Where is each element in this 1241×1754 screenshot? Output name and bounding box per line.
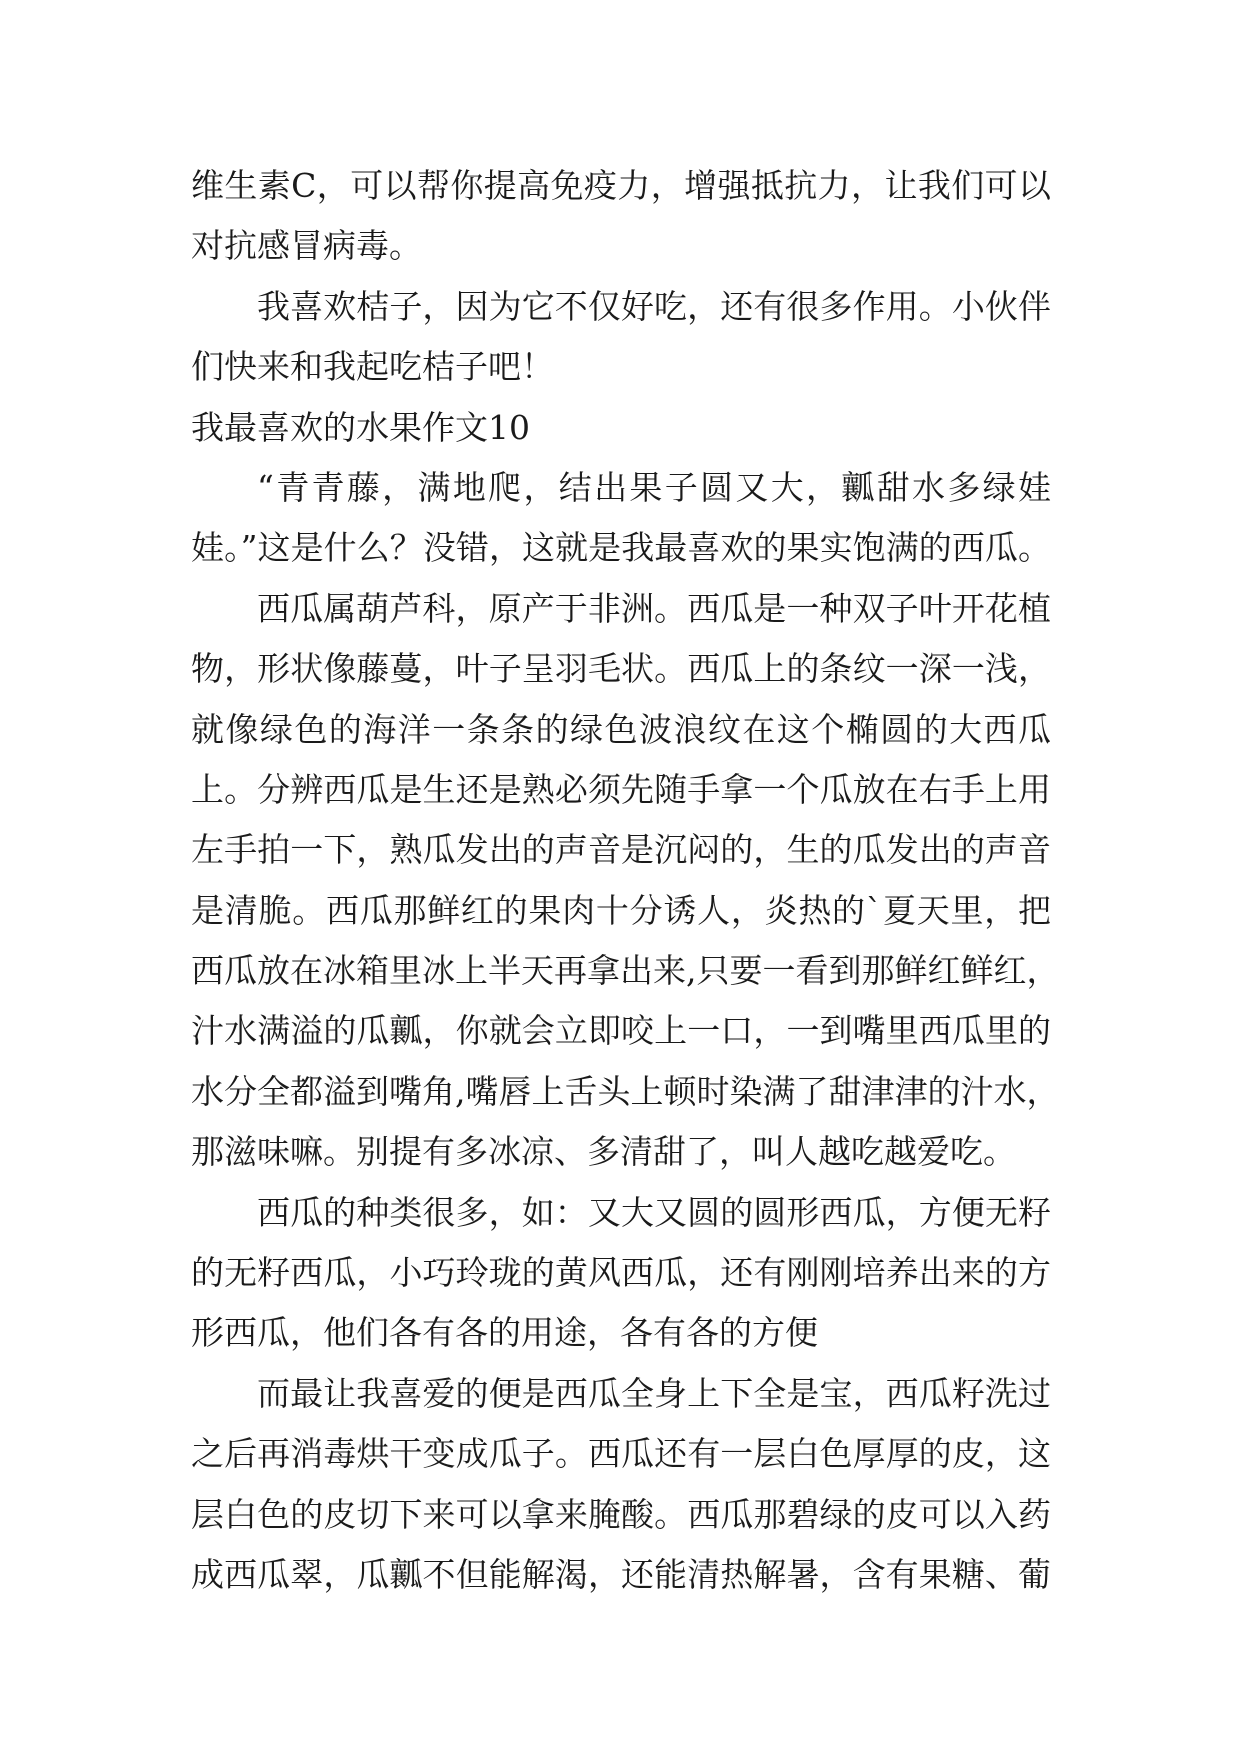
text-line: 而最让我喜爱的便是西瓜全身上下全是宝，西瓜籽洗过 bbox=[257, 1373, 1051, 1413]
text-line: 就像绿色的海洋一条条的绿色波浪纹在这个椭圆的大西瓜 bbox=[191, 709, 1051, 749]
text-line: 层白色的皮切下来可以拿来腌酸。西瓜那碧绿的皮可以入药 bbox=[191, 1494, 1051, 1534]
text-line: “青青藤，满地爬，结出果子圆又大，瓤甜水多绿娃 bbox=[257, 467, 1051, 507]
text-line: 上。分辨西瓜是生还是熟必须先随手拿一个瓜放在右手上用 bbox=[191, 769, 1051, 809]
text-line: 是清脆。西瓜那鲜红的果肉十分诱人，炎热的`夏天里，把 bbox=[191, 890, 1051, 930]
paragraph bbox=[191, 277, 1051, 398]
paragraph bbox=[191, 1364, 1051, 1606]
text-line: 左手拍一下，熟瓜发出的声音是沉闷的，生的瓜发出的声音 bbox=[191, 830, 1051, 870]
document-body bbox=[191, 156, 1060, 1605]
text-line: 西瓜属葫芦科，原产于非洲。西瓜是一种双子叶开花植 bbox=[257, 588, 1051, 628]
text-line: 对抗感冒病毒。 bbox=[191, 226, 422, 266]
text-line: 娃。”这是什么？没错，这就是我最喜欢的果实饱满的西瓜。 bbox=[191, 528, 1051, 568]
paragraph bbox=[191, 156, 1051, 277]
paragraph bbox=[191, 579, 1060, 1183]
paragraph bbox=[191, 1183, 1051, 1364]
text-line: 的无籽西瓜，小巧玲珑的黄风西瓜，还有刚刚培养出来的方 bbox=[191, 1253, 1051, 1293]
text-line: 们快来和我起吃桔子吧！ bbox=[191, 347, 554, 387]
text-line: 物，形状像藤蔓，叶子呈羽毛状。西瓜上的条纹一深一浅， bbox=[191, 649, 1051, 689]
text-line: 汁水满溢的瓜瓤，你就会立即咬上一口，一到嘴里西瓜里的 bbox=[191, 1011, 1051, 1051]
section-heading: 我最喜欢的水果作文10 bbox=[191, 407, 530, 447]
text-line: 水分全都溢到嘴角,嘴唇上舌头上顿时染满了甜津津的汁水， bbox=[191, 1071, 1060, 1111]
text-line: 我喜欢桔子，因为它不仅好吃，还有很多作用。小伙伴 bbox=[257, 286, 1051, 326]
text-line: 维生素C，可以帮你提高免疫力，增强抵抗力，让我们可以 bbox=[191, 166, 1051, 205]
text-line: 成西瓜翠，瓜瓤不但能解渴，还能清热解暑，含有果糖、葡 bbox=[191, 1554, 1051, 1594]
paragraph bbox=[191, 458, 1051, 579]
text-line: 之后再消毒烘干变成瓜子。西瓜还有一层白色厚厚的皮，这 bbox=[191, 1434, 1051, 1474]
text-line: 西瓜放在冰箱里冰上半天再拿出来,只要一看到那鲜红鲜红， bbox=[191, 951, 1060, 991]
text-line: 形西瓜，他们各有各的用途，各有各的方便 bbox=[191, 1313, 818, 1353]
text-line: 那滋味嘛。别提有多冰凉、多清甜了，叫人越吃越爱吃。 bbox=[191, 1132, 1016, 1172]
text-line: 西瓜的种类很多，如：又大又圆的圆形西瓜，方便无籽 bbox=[257, 1192, 1051, 1232]
